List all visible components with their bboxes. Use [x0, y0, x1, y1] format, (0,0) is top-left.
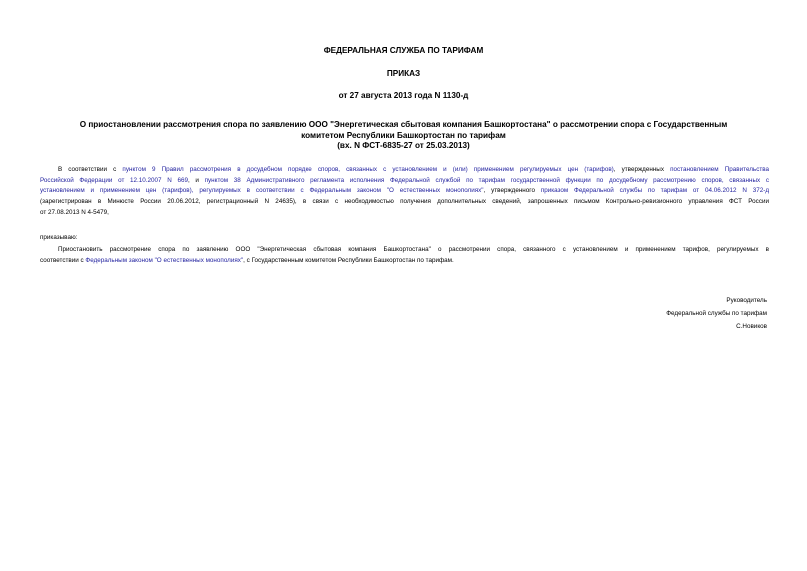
text-run: , с Государственным комитетом Республики Башкортостан по тарифам.: [243, 256, 454, 264]
agency-heading: ФЕДЕРАЛЬНАЯ СЛУЖБА ПО ТАРИФАМ: [323, 46, 484, 55]
government-resolution-link[interactable]: постановлением Правительства: [670, 166, 769, 173]
natural-monopolies-law-link[interactable]: Федеральным законом "О естественных монополиях": [85, 256, 244, 264]
preamble-paragraph: [40, 165, 769, 219]
regulation-point-38-link[interactable]: пунктом 38 Административного регламента исполнения Федеральной службой по тарифам государственной функции по досудебному рассмотрению споров, связанных с: [204, 176, 769, 184]
text-run: , утвержденных: [613, 166, 671, 173]
preamble-line-2: [40, 176, 769, 187]
document-date-heading: от 27 августа 2013 года N 1130-д: [338, 91, 469, 100]
text-run: , и: [187, 176, 205, 184]
resolution-669-link[interactable]: Российской Федерации от 12.10.2007 N 669: [40, 176, 188, 184]
signature-position: Руководитель: [726, 297, 767, 304]
preamble-line-3: [40, 186, 769, 197]
ordered-label: [40, 233, 769, 244]
signature-organization: Федеральной службы по тарифам: [666, 310, 767, 317]
regulation-continued-link[interactable]: установлением и применением цен (тарифов), регулируемых в соответствии с Федеральным законом "О естественных монополиях": [40, 187, 484, 195]
ordered-label-text: приказываю:: [40, 234, 78, 241]
subject-line-3: (вх. N ФСТ-6835-27 от 25.03.2013): [337, 141, 470, 151]
preamble-line-4: (зарегистрирован в Минюсте России 20.06.2012, регистрационный N 24635), в связи с необходимостью получения дополнительных сведений, запрошенных письмом Контрольно-ревизионного управления ФСТ России: [40, 198, 769, 206]
preamble-line-5: от 27.08.2013 N 4-5479,: [40, 208, 109, 216]
subject-line-1: О приостановлении рассмотрения спора по заявлению ООО "Энергетическая сбытовая компания Башкортостана" о рассмотрении спора с Государственным: [79, 120, 728, 129]
document-type-heading: ПРИКАЗ: [386, 69, 421, 78]
order-line-2: [40, 256, 769, 267]
document-subject: [40, 120, 767, 152]
text-run: соответствии с: [40, 256, 86, 264]
subject-line-2: комитетом Республики Башкортостан по тарифам: [301, 130, 506, 140]
text-run: В соответствии с: [58, 166, 123, 173]
preamble-line-1: [40, 165, 769, 176]
rules-point-9-link[interactable]: пунктом 9 Правил рассмотрения в досудебном порядке споров, связанных с установлением и (или) применением регулируемых цен (тарифов): [122, 166, 614, 173]
order-line-1: Приостановить рассмотрение спора по заявлению ООО "Энергетическая сбытовая компания Башкортостана" о рассмотрении спора, связанного с установлением и применением тарифов, регулируемых в: [58, 246, 769, 253]
text-run: , утвержденного: [483, 187, 541, 195]
order-paragraph: [40, 245, 769, 266]
fst-order-372-link[interactable]: приказом Федеральной службы по тарифам от 04.06.2012 N 372-д: [540, 187, 769, 195]
signature-name: С.Новиков: [736, 323, 767, 330]
